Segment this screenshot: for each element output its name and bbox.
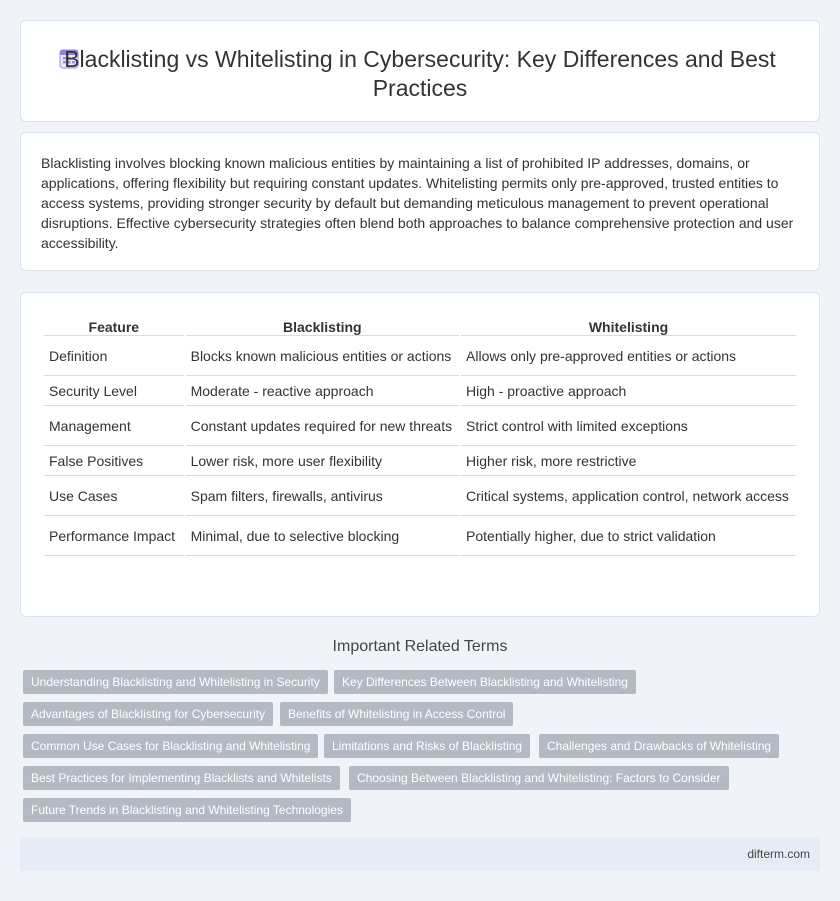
footer	[20, 837, 820, 871]
table-row	[44, 376, 796, 406]
blacklisting-cell: Minimal, due to selective blocking	[186, 516, 459, 556]
header-whitelisting: Whitelisting	[461, 314, 796, 336]
whitelisting-cell: Potentially higher, due to strict validation	[461, 516, 796, 556]
related-term-tag[interactable]: Advantages of Blacklisting for Cybersecurity	[23, 702, 273, 726]
whitelisting-cell: Higher risk, more restrictive	[461, 446, 796, 476]
blacklisting-cell: Constant updates required for new threats	[186, 406, 459, 446]
table-row	[44, 336, 796, 376]
whitelisting-cell: Allows only pre-approved entities or actions	[461, 336, 796, 376]
comparison-table	[42, 314, 798, 556]
related-term-tag[interactable]: Challenges and Drawbacks of Whitelisting	[539, 734, 779, 758]
page-title: Blacklisting vs Whitelisting in Cybersecurity: Key Differences and Best Practices	[64, 46, 776, 101]
header-blacklisting: Blacklisting	[186, 314, 459, 336]
comparison-card	[20, 292, 820, 617]
table-row	[44, 446, 796, 476]
whitelisting-cell: Critical systems, application control, network access	[461, 476, 796, 516]
blacklisting-cell: Blocks known malicious entities or actions	[186, 336, 459, 376]
whitelisting-cell: Strict control with limited exceptions	[461, 406, 796, 446]
blacklisting-cell: Moderate - reactive approach	[186, 376, 459, 406]
table-row	[44, 516, 796, 556]
footer-site-link[interactable]: difterm.com	[747, 847, 810, 861]
table-row	[44, 476, 796, 516]
feature-cell: Security Level	[44, 376, 184, 406]
intro-paragraph: Blacklisting involves blocking known malicious entities by maintaining a list of prohibited IP addresses, domains, or applications, offering flexibility but requiring constant updates. Whitelisting permits only pre-approved, trusted entities to access systems, providing stronger security by default but demanding meticulous management to prevent operational disruptions. Effective cybersecurity strategies often blend both approaches to balance comprehensive protection and user accessibility.	[41, 155, 794, 251]
intro-card	[20, 132, 820, 271]
related-term-tag[interactable]: Common Use Cases for Blacklisting and Whitelisting	[23, 734, 318, 758]
related-terms-title: Important Related Terms	[332, 638, 508, 655]
related-term-tag[interactable]: Benefits of Whitelisting in Access Control	[280, 702, 513, 726]
title-card	[20, 20, 820, 122]
related-term-tag[interactable]: Future Trends in Blacklisting and Whitelisting Technologies	[23, 798, 351, 822]
feature-cell: Use Cases	[44, 476, 184, 516]
header-feature: Feature	[44, 314, 184, 336]
feature-cell: Performance Impact	[44, 516, 184, 556]
whitelisting-cell: High - proactive approach	[461, 376, 796, 406]
table-row	[44, 406, 796, 446]
related-term-tag[interactable]: Limitations and Risks of Blacklisting	[324, 734, 530, 758]
related-term-tag[interactable]: Key Differences Between Blacklisting and Whitelisting	[334, 670, 636, 694]
feature-cell: Definition	[44, 336, 184, 376]
blacklisting-cell: Spam filters, firewalls, antivirus	[186, 476, 459, 516]
blacklisting-cell: Lower risk, more user flexibility	[186, 446, 459, 476]
related-term-tag[interactable]: Choosing Between Blacklisting and Whitelisting: Factors to Consider	[349, 766, 729, 790]
feature-cell: False Positives	[44, 446, 184, 476]
related-term-tag[interactable]: Best Practices for Implementing Blacklists and Whitelists	[23, 766, 340, 790]
feature-cell: Management	[44, 406, 184, 446]
related-term-tag[interactable]: Understanding Blacklisting and Whitelisting in Security	[23, 670, 328, 694]
